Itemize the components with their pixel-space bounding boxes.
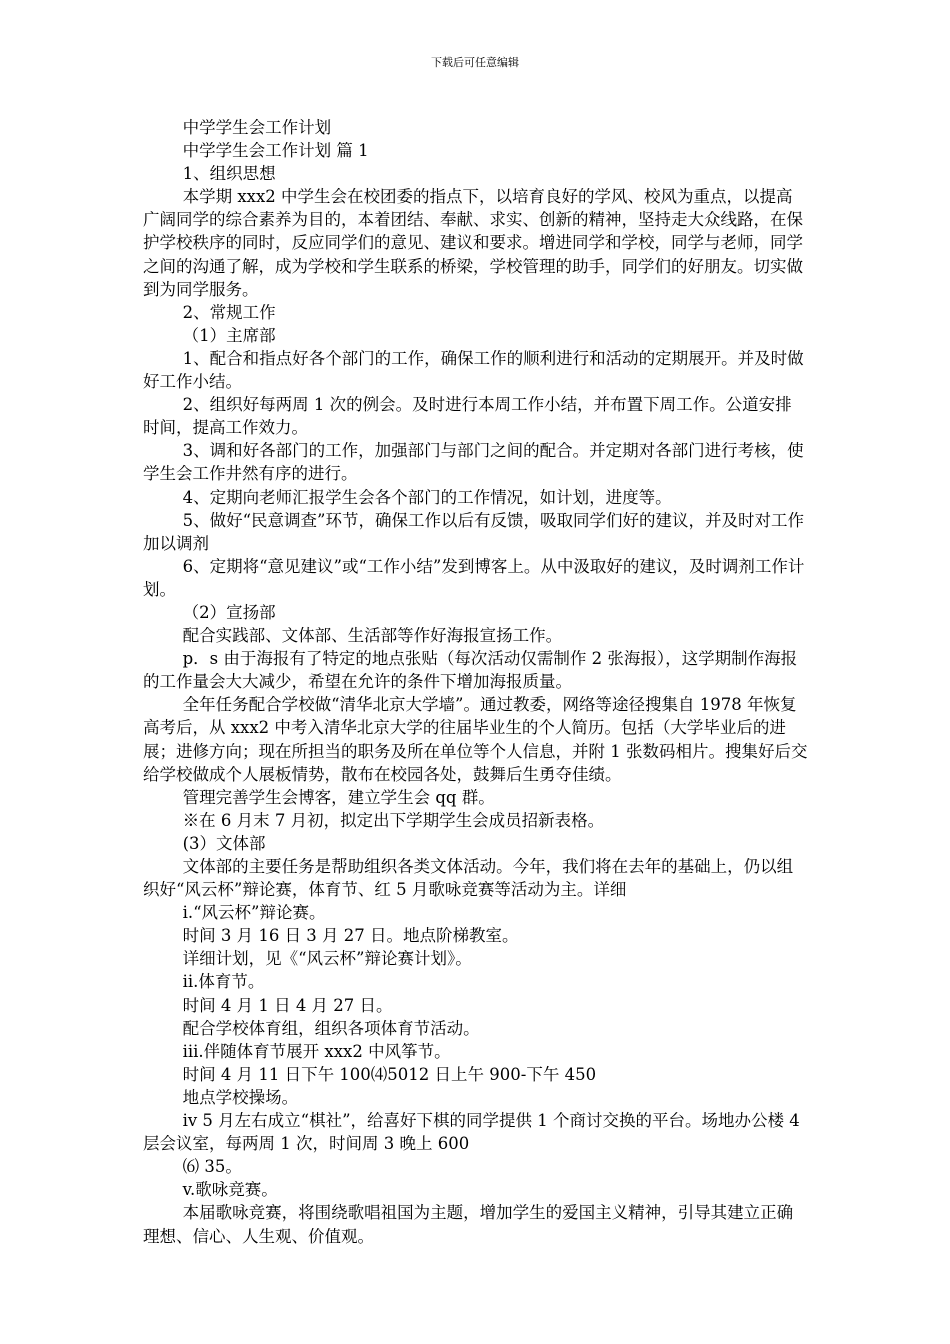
- paragraph: 4、定期向老师汇报学生会各个部门的工作情况，如计划，进度等。: [182, 487, 672, 507]
- list-item: i.“风云杯”辩论赛。: [182, 903, 326, 923]
- paragraph: 3、调和好各部门的工作，加强部门与部门之间的配合。并定期对各部门进行考核，使学生会工作井然有序的进行。: [143, 441, 804, 484]
- paragraph: 本学期 xxx2 中学生会在校团委的指点下，以培育良好的学风、校风为重点，以提高广阔同学的综合素养为目的，本着团结、奉献、求实、创新的精神，坚持走大众线路，在保护学校秩序的同时，反应同学们的意见、建议和要求。增进同学和学校，同学与老师，同学之间的沟通了解，成为学校和学生联系的桥梁，学校管理的助手，同学们的好朋友。切实做到为同学服务。: [143, 187, 803, 299]
- paragraph: 1、配合和指点好各个部门的工作，确保工作的顺利进行和活动的定期展开。并及时做好工作小结。: [143, 348, 804, 392]
- subsection-heading-chair: （1）主席部: [182, 325, 276, 345]
- paragraph: 本届歌咏竞赛，将围绕歌唱祖国为主题，增加学生的爱国主义精神，引导其建立正确理想、信心、人生观、价值观。: [143, 1203, 794, 1246]
- paragraph: 详细计划，见《“风云杯”辩论赛计划》。: [182, 949, 472, 969]
- list-item: v.歌咏竞赛。: [182, 1180, 278, 1200]
- subsection-heading-publicity: （2）宣扬部: [182, 602, 276, 622]
- section-heading-1: 1、组织思想: [182, 164, 276, 184]
- paragraph: 配合实践部、文体部、生活部等作好海报宣扬工作。: [182, 626, 563, 646]
- section-heading-2: 2、常规工作: [182, 302, 276, 322]
- list-item: iii.伴随体育节展开 xxx2 中风筝节。: [182, 1041, 451, 1061]
- paragraph: 2、组织好每两周 1 次的例会。及时进行本周工作小结，并布置下周工作。公道安排时间，提高工作效力。: [143, 395, 792, 438]
- paragraph: ⑹ 35。: [182, 1157, 242, 1177]
- paragraph: p．s 由于海报有了特定的地点张贴（每次活动仅需制作 2 张海报），这学期制作海报的工作量会大大减少，希望在允许的条件下增加海报质量。: [143, 649, 798, 692]
- subsection-heading-sports: (3）文体部: [182, 833, 266, 853]
- paragraph: 文体部的主要任务是帮助组织各类文体活动。今年，我们将在去年的基础上，仍以组织好“风云杯”辩论赛，体育节、红 5 月歌咏竞赛等活动为主。详细: [143, 857, 794, 900]
- list-item: iv 5 月左右成立“棋社”，给喜好下棋的同学提供 1 个商讨交换的平台。场地办公楼 4 层会议室，每两周 1 次，时间周 3 晚上 600: [143, 1111, 800, 1154]
- paragraph: 时间 3 月 16 日 3 月 27 日。地点阶梯教室。: [182, 926, 519, 946]
- page-header-note: 下载后可任意编辑: [431, 56, 519, 69]
- doc-title: 中学学生会工作计划: [182, 118, 332, 137]
- paragraph: 5、做好“民意调查”环节，确保工作以后有反馈，吸取同学们好的建议，并及时对工作加以调剂: [143, 510, 804, 553]
- paragraph: 时间 4 月 11 日下午 100⑷5012 日上午 900-下午 450: [182, 1064, 597, 1084]
- paragraph: ※在 6 月末 7 月初，拟定出下学期学生会成员招新表格。: [182, 810, 605, 830]
- paragraph: 时间 4 月 1 日 4 月 27 日。: [182, 995, 393, 1015]
- paragraph: 配合学校体育组，组织各项体育节活动。: [182, 1018, 480, 1038]
- list-item: ii.体育节。: [182, 972, 265, 992]
- paragraph: 6、定期将“意见建议”或“工作小结”发到博客上。从中汲取好的建议，及时调剂工作计划。: [143, 556, 805, 599]
- paragraph: 地点学校操场。: [182, 1087, 299, 1107]
- paragraph: 全年任务配合学校做“清华北京大学墙”。通过教委，网络等途径搜集自 1978 年恢复高考后，从 xxx2 中考入清华北京大学的往届毕业生的个人简历。包括（大学毕业后的进展；进修方向；现在所担当的职务及所在单位等个人信息，并附 1 张数码相片。搜集好后交给学校做成个人展板情势，散布在校园各处，鼓舞后生勇夺佳绩。: [143, 695, 808, 784]
- doc-subtitle: 中学学生会工作计划 篇 1: [182, 141, 369, 161]
- paragraph: 管理完善学生会博客，建立学生会 qq 群。: [182, 787, 495, 807]
- document-body: [143, 116, 808, 1248]
